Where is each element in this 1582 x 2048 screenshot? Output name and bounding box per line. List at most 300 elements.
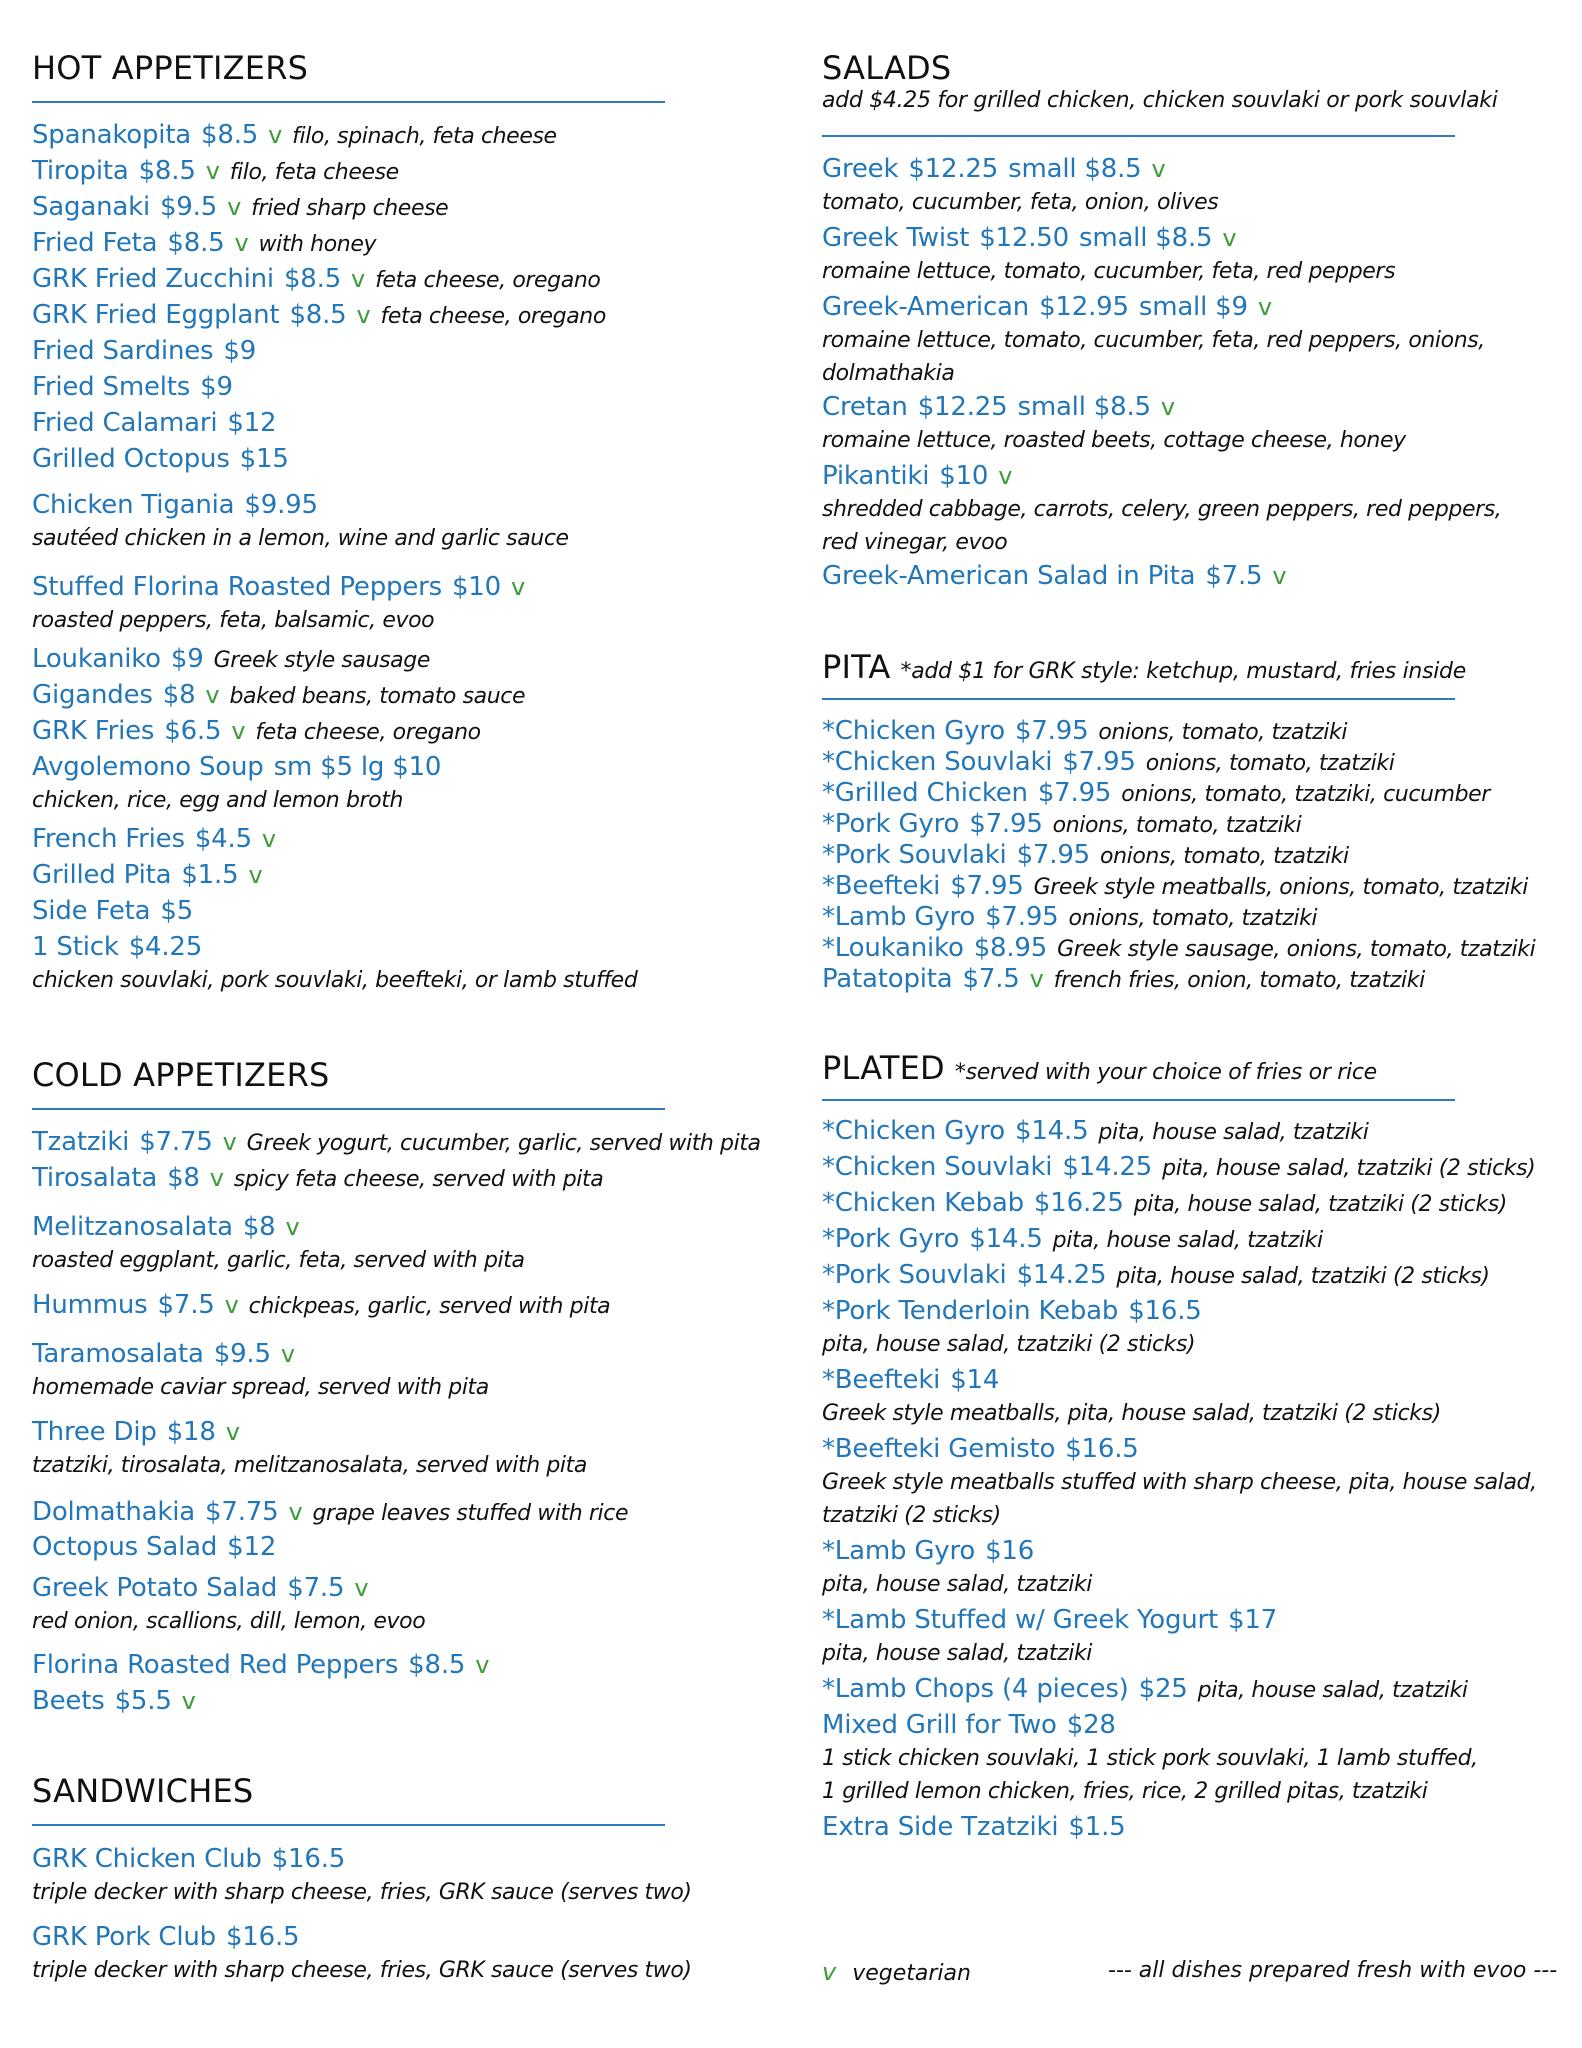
menu-item: [32, 678, 752, 714]
menu-item: [32, 406, 752, 440]
hot-appetizers-section: [32, 48, 752, 88]
menu-item-line: [32, 1684, 752, 1718]
item-name: *Chicken Gyro: [822, 716, 1005, 746]
item-description: pita, house salad, tzatziki: [1052, 1228, 1323, 1253]
vegetarian-mark: v: [1272, 562, 1287, 590]
item-name: *Lamb Chops (4 pieces): [822, 1674, 1129, 1704]
menu-item-line: [32, 1415, 752, 1449]
item-price: $28: [1066, 1710, 1116, 1740]
plated-section: [822, 1048, 1562, 1093]
menu-item-line: [32, 298, 752, 334]
menu-item: [822, 290, 1562, 390]
item-name: Gigandes: [32, 680, 153, 710]
item-price: $14.25: [1062, 1152, 1153, 1182]
menu-item: [32, 1337, 752, 1404]
item-price: $7.5: [962, 964, 1020, 994]
item-name: Pikantiki: [822, 461, 930, 491]
item-price: $8.95: [973, 933, 1048, 963]
menu-item: [32, 1495, 752, 1531]
menu-item: [32, 1571, 752, 1638]
menu-item-line: [822, 1432, 1562, 1466]
item-description: Greek style sausage, onions, tomato, tzatziki: [1057, 937, 1536, 962]
menu-item-line: [32, 570, 752, 604]
menu-item: [822, 1363, 1562, 1430]
vegetarian-mark: v: [354, 1574, 369, 1602]
section-divider: [32, 101, 665, 103]
vegetarian-mark: v: [351, 265, 366, 293]
item-price: $8: [167, 1163, 200, 1193]
menu-item-line: [32, 406, 752, 440]
menu-item-line: [822, 962, 1562, 998]
item-name: Fried Calamari: [32, 408, 218, 438]
menu-item-line: [822, 1363, 1562, 1397]
item-description: Greek yogurt, cucumber, garlic, served with pita: [246, 1131, 761, 1156]
menu-item: [822, 1534, 1562, 1601]
item-description: onions, tomato, tzatziki: [1068, 906, 1318, 931]
section-divider: [822, 1099, 1455, 1101]
menu-item-line: [822, 1603, 1562, 1637]
vegetarian-mark: v: [1029, 965, 1044, 993]
item-description: tomato, cucumber, feta, onion, olives: [822, 190, 1219, 215]
item-description-continued: dolmathakia: [822, 361, 955, 386]
vegetarian-mark: v: [225, 1418, 240, 1446]
item-price: $8: [162, 680, 196, 710]
vegetarian-mark: v: [1151, 155, 1166, 183]
section-title-pita: PITA: [822, 648, 891, 686]
item-description: triple decker with sharp cheese, fries, GRK sauce (serves two): [32, 1958, 692, 1983]
item-description: roasted eggplant, garlic, feta, served with pita: [32, 1248, 525, 1273]
vegetarian-mark: v: [205, 681, 220, 709]
item-price: $1.5: [1068, 1812, 1126, 1842]
item-description-continued: tzatziki (2 sticks): [822, 1503, 1001, 1528]
menu-item: [32, 750, 752, 817]
item-price: $8.5: [408, 1650, 466, 1680]
menu-item-line: [822, 1708, 1562, 1742]
item-price: $16.25: [1033, 1188, 1124, 1218]
item-description: pita, house salad, tzatziki (2 sticks): [1133, 1192, 1507, 1217]
item-name: Tirosalata: [32, 1163, 158, 1193]
item-price: $9.5: [213, 1339, 271, 1369]
item-name: Beets: [32, 1686, 105, 1716]
item-name: Greek Twist: [822, 223, 970, 253]
item-name: *Lamb Gyro: [822, 1536, 976, 1566]
menu-item-line: [32, 858, 752, 892]
menu-item: [32, 858, 752, 892]
menu-item: [32, 1415, 752, 1482]
item-name: *Chicken Kebab: [822, 1188, 1024, 1218]
item-description: Greek style meatballs stuffed with sharp cheese, pita, house salad,: [822, 1470, 1537, 1495]
item-name: Grilled Octopus: [32, 444, 230, 474]
menu-item: [822, 962, 1562, 998]
vegetarian-legend: [822, 1958, 971, 1986]
menu-item: [822, 1294, 1562, 1361]
item-price: $25: [1138, 1674, 1188, 1704]
menu-item: [32, 822, 752, 856]
item-name: Avgolemono Soup: [32, 752, 264, 782]
item-name: Patatopita: [822, 964, 953, 994]
item-description: Greek style sausage: [213, 648, 430, 673]
menu-item: [32, 714, 752, 750]
vegetarian-mark: v: [1257, 293, 1272, 321]
item-price: $10: [939, 461, 989, 491]
menu-item: [32, 1288, 752, 1324]
menu-item: [32, 1842, 752, 1909]
item-name: Greek: [822, 154, 899, 184]
item-name: Octopus Salad: [32, 1532, 218, 1562]
item-description: french fries, onion, tomato, tzatziki: [1053, 968, 1425, 993]
menu-item: [822, 152, 1562, 219]
item-price: $16: [985, 1536, 1035, 1566]
menu-item: [32, 1530, 752, 1564]
menu-item: [32, 226, 752, 262]
vegetarian-mark: v: [227, 193, 242, 221]
item-price: $9: [223, 336, 257, 366]
menu-item-line: [32, 1842, 752, 1876]
item-name: *Pork Gyro: [822, 1224, 960, 1254]
item-small-price: small $8.5: [1017, 392, 1151, 422]
menu-item-line: [32, 442, 752, 476]
menu-item: [822, 1672, 1562, 1708]
item-description: filo, spinach, feta cheese: [292, 124, 557, 149]
sandwiches-section: [32, 1771, 752, 1811]
item-price: $4.5: [194, 824, 252, 854]
vegetarian-mark: v: [224, 1291, 239, 1319]
item-price: $7.75: [139, 1127, 213, 1157]
menu-item: [32, 1648, 752, 1682]
menu-item-line: [32, 1337, 752, 1371]
menu-item-line: [32, 334, 752, 368]
item-price: $16.5: [1065, 1434, 1139, 1464]
vegetarian-mark: v: [288, 1498, 303, 1526]
item-description: chicken souvlaki, pork souvlaki, beefteki, or lamb stuffed: [32, 968, 638, 993]
item-name: Mixed Grill for Two: [822, 1710, 1057, 1740]
item-price: $7.95: [969, 809, 1043, 839]
menu-item-line: [32, 822, 752, 856]
pita-section: [822, 647, 1562, 692]
menu-item: [822, 459, 1562, 559]
menu-item: [822, 559, 1562, 593]
vegetarian-mark: v: [248, 861, 263, 889]
item-price: $7.5: [1205, 561, 1263, 591]
item-description: romaine lettuce, roasted beets, cottage cheese, honey: [822, 428, 1406, 453]
item-price: $7.95: [950, 871, 1024, 901]
item-name: GRK Pork Club: [32, 1922, 216, 1952]
section-divider: [32, 1824, 665, 1826]
item-price: $5: [160, 896, 194, 926]
item-name: *Beefteki: [822, 1365, 941, 1395]
item-description: chickpeas, garlic, served with pita: [248, 1294, 611, 1319]
item-small-price: small $8.5: [1078, 223, 1213, 253]
item-description: feta cheese, oregano: [380, 304, 606, 329]
footer-tagline: --- all dishes prepared fresh with evoo ---: [1108, 1958, 1558, 1983]
menu-item: [32, 642, 752, 678]
menu-item-line: [822, 459, 1562, 493]
item-name: Greek-American: [822, 292, 1030, 322]
item-name: Saganaki: [32, 192, 150, 222]
menu-item: [32, 894, 752, 928]
item-name: Stuffed Florina Roasted Peppers: [32, 572, 442, 602]
menu-item-line: [822, 1114, 1562, 1150]
item-price: $14.25: [1016, 1260, 1107, 1290]
item-name: *Pork Tenderloin Kebab: [822, 1296, 1119, 1326]
menu-item: [32, 1210, 752, 1277]
item-description: grape leaves stuffed with rice: [312, 1501, 629, 1526]
menu-item-line: [822, 1672, 1562, 1708]
menu-item-line: [32, 1210, 752, 1244]
item-name: Hummus: [32, 1290, 148, 1320]
item-name: *Chicken Souvlaki: [822, 1152, 1053, 1182]
menu-item: [32, 298, 752, 334]
menu-item-line: [32, 190, 752, 226]
vegetarian-mark: v: [231, 717, 246, 745]
menu-item: [822, 1114, 1562, 1150]
item-name: Melitzanosalata: [32, 1212, 233, 1242]
item-name: *Loukaniko: [822, 933, 964, 963]
menu-item: [822, 1603, 1562, 1670]
menu-item: [822, 1708, 1562, 1808]
menu-item: [822, 221, 1562, 288]
item-price: $9.5: [159, 192, 218, 222]
menu-item-line: [32, 714, 752, 750]
menu-item: [32, 154, 752, 190]
vegetarian-mark: v: [261, 825, 276, 853]
item-price: $4.25: [128, 932, 203, 962]
item-description-continued: 1 grilled lemon chicken, fries, rice, 2 grilled pitas, tzatziki: [822, 1779, 1428, 1804]
section-title-hot-appetizers: HOT APPETIZERS: [32, 49, 309, 87]
menu-item-line: [32, 488, 752, 522]
item-price: $14.5: [1014, 1116, 1089, 1146]
menu-item-line: [32, 154, 752, 190]
item-price: $8.5: [201, 120, 259, 150]
section-title-salads: SALADS: [822, 49, 952, 87]
menu-item: [32, 488, 752, 555]
item-price: $15: [239, 444, 289, 474]
item-price: $16.5: [271, 1844, 346, 1874]
menu-item-line: [822, 390, 1562, 424]
item-description: pita, house salad, tzatziki (2 sticks): [1162, 1156, 1536, 1181]
item-description: onions, tomato, tzatziki, cucumber: [1121, 782, 1490, 807]
menu-item-line: [32, 750, 752, 784]
vegetarian-mark: v: [209, 1164, 224, 1192]
menu-item: [822, 1432, 1562, 1532]
item-description: pita, house salad, tzatziki: [1197, 1678, 1468, 1703]
menu-item: [822, 1150, 1562, 1186]
item-description: filo, feta cheese: [229, 160, 399, 185]
item-name: *Lamb Gyro: [822, 902, 976, 932]
menu-item-line: [822, 1186, 1562, 1222]
item-description-continued: red vinegar, evoo: [822, 530, 1008, 555]
item-description: fried sharp cheese: [251, 196, 449, 221]
menu-item: [32, 334, 752, 368]
item-description: onions, tomato, tzatziki: [1052, 813, 1302, 838]
item-price: $16.5: [1128, 1296, 1202, 1326]
menu-item: [32, 1920, 752, 1987]
menu-item: [32, 370, 752, 404]
item-name: Florina Roasted Red Peppers: [32, 1650, 399, 1680]
item-price: $8.5: [167, 228, 225, 258]
item-price: $7.95: [985, 902, 1059, 932]
item-description: Greek style meatballs, pita, house salad, tzatziki (2 sticks): [822, 1401, 1441, 1426]
item-price: $8.5: [289, 300, 347, 330]
pita-note: *add $1 for GRK style: ketchup, mustard, fries inside: [900, 659, 1466, 684]
item-description: pita, house salad, tzatziki: [822, 1572, 1092, 1597]
item-price: sm $5 lg $10: [273, 752, 442, 782]
menu-item: [32, 1161, 752, 1197]
item-price: $17: [1228, 1605, 1278, 1635]
item-name: Taramosalata: [32, 1339, 204, 1369]
item-price: $14.5: [969, 1224, 1043, 1254]
vegetarian-mark: v: [280, 1340, 295, 1368]
item-name: Side Feta: [32, 896, 151, 926]
item-description: pita, house salad, tzatziki (2 sticks): [822, 1332, 1196, 1357]
menu-item-line: [32, 1571, 752, 1605]
vegetarian-label: vegetarian: [852, 1961, 971, 1986]
menu-item-line: [32, 226, 752, 262]
salads-add-note: add $4.25 for grilled chicken, chicken souvlaki or pork souvlaki: [822, 88, 1498, 113]
item-name: Spanakopita: [32, 120, 192, 150]
menu-item-line: [32, 678, 752, 714]
vegetarian-mark: v: [1160, 393, 1175, 421]
item-name: 1 Stick: [32, 932, 119, 962]
item-price: $16.5: [225, 1922, 300, 1952]
item-description: red onion, scallions, dill, lemon, evoo: [32, 1609, 426, 1634]
vegetarian-mark: v: [475, 1651, 490, 1679]
item-description: onions, tomato, tzatziki: [1100, 844, 1349, 869]
item-description: spicy feta cheese, served with pita: [233, 1167, 604, 1192]
section-title-cold-appetizers: COLD APPETIZERS: [32, 1056, 330, 1094]
item-description: homemade caviar spread, served with pita: [32, 1375, 489, 1400]
item-name: Grilled Pita: [32, 860, 172, 890]
item-name: Tiropita: [32, 156, 129, 186]
item-description: feta cheese, oregano: [255, 720, 481, 745]
item-description: romaine lettuce, tomato, cucumber, feta, red peppers, onions,: [822, 328, 1485, 353]
menu-item: [32, 570, 752, 637]
item-description: sautéed chicken in a lemon, wine and garlic sauce: [32, 526, 569, 551]
item-description: triple decker with sharp cheese, fries, GRK sauce (serves two): [32, 1880, 692, 1905]
item-description: feta cheese, oregano: [375, 268, 601, 293]
menu-item-line: [822, 1294, 1562, 1328]
item-price: $6.5: [164, 716, 222, 746]
item-name: Chicken Tigania: [32, 490, 235, 520]
item-name: *Pork Gyro: [822, 809, 960, 839]
menu-item: [32, 190, 752, 226]
menu-item: [32, 1125, 761, 1161]
section-divider: [822, 698, 1455, 700]
menu-item-line: [32, 262, 752, 298]
item-name: French Fries: [32, 824, 185, 854]
menu-item: [822, 1810, 1562, 1844]
menu-item: [822, 1186, 1562, 1222]
item-name: Greek Potato Salad: [32, 1573, 278, 1603]
item-name: Extra Side Tzatziki: [822, 1812, 1059, 1842]
section-title-sandwiches: SANDWICHES: [32, 1772, 254, 1810]
menu-item-line: [822, 1258, 1562, 1294]
menu-item-line: [32, 1125, 761, 1161]
menu-item-line: [32, 1530, 752, 1564]
item-price: $9: [200, 372, 233, 402]
item-description: romaine lettuce, tomato, cucumber, feta, red peppers: [822, 259, 1396, 284]
item-price: $7.95: [1016, 840, 1091, 870]
menu-item-line: [32, 1920, 752, 1954]
menu-item: [822, 1222, 1562, 1258]
item-name: Greek-American Salad in Pita: [822, 561, 1196, 591]
menu-item-line: [32, 1495, 752, 1531]
item-name: Three Dip: [32, 1417, 157, 1447]
item-price: $12.25: [908, 154, 999, 184]
item-price: $9: [170, 644, 204, 674]
menu-item-line: [822, 290, 1562, 324]
vegetarian-mark: v: [222, 1128, 237, 1156]
menu-item: [32, 442, 752, 476]
item-name: GRK Chicken Club: [32, 1844, 262, 1874]
item-price: $7.95: [1062, 747, 1136, 777]
item-name: Dolmathakia: [32, 1497, 196, 1527]
item-name: Fried Sardines: [32, 336, 214, 366]
menu-item-line: [32, 894, 752, 928]
item-description: pita, house salad, tzatziki: [822, 1641, 1092, 1666]
menu-item: [32, 1684, 752, 1718]
vegetarian-mark: v: [510, 573, 525, 601]
salads-section: [822, 48, 1562, 114]
menu-item-line: [32, 1161, 752, 1197]
item-name: GRK Fried Eggplant: [32, 300, 280, 330]
menu-item-line: [32, 1288, 752, 1324]
item-name: *Pork Souvlaki: [822, 840, 1007, 870]
item-price: $12: [227, 1532, 277, 1562]
vegetarian-mark: v: [356, 301, 371, 329]
menu-item-line: [32, 118, 752, 154]
item-price: $18: [166, 1417, 216, 1447]
item-description: 1 stick chicken souvlaki, 1 stick pork souvlaki, 1 lamb stuffed,: [822, 1746, 1478, 1771]
item-price: $14: [950, 1365, 1000, 1395]
item-description: onions, tomato, tzatziki: [1098, 720, 1348, 745]
menu-item-line: [32, 1648, 752, 1682]
item-price: $10: [451, 572, 501, 602]
item-description: chicken, rice, egg and lemon broth: [32, 788, 403, 813]
item-name: Tzatziki: [32, 1127, 130, 1157]
item-price: $8.5: [138, 156, 196, 186]
vegetarian-mark: v: [205, 157, 220, 185]
section-title-plated: PLATED: [822, 1049, 945, 1087]
section-divider: [32, 1108, 665, 1110]
item-description: Greek style meatballs, onions, tomato, tzatziki: [1033, 875, 1528, 900]
menu-item-line: [822, 221, 1562, 255]
item-price: $12: [227, 408, 277, 438]
item-description: baked beans, tomato sauce: [229, 684, 526, 709]
item-price: $7.5: [287, 1573, 345, 1603]
item-name: GRK Fries: [32, 716, 155, 746]
item-name: Cretan: [822, 392, 908, 422]
menu-item: [32, 930, 752, 997]
item-price: $5.5: [114, 1686, 172, 1716]
item-name: *Lamb Stuffed w/ Greek Yogurt: [822, 1605, 1219, 1635]
menu-item: [822, 390, 1562, 457]
item-price: $7.95: [1014, 716, 1089, 746]
item-description: onions, tomato, tzatziki: [1145, 751, 1395, 776]
item-small-price: small $9: [1138, 292, 1248, 322]
vegetarian-mark: v: [998, 462, 1013, 490]
item-name: *Chicken Souvlaki: [822, 747, 1053, 777]
menu-item-line: [32, 642, 752, 678]
item-name: Loukaniko: [32, 644, 161, 674]
item-name: Fried Smelts: [32, 372, 191, 402]
item-name: *Chicken Gyro: [822, 1116, 1005, 1146]
item-description: tzatziki, tirosalata, melitzanosalata, served with pita: [32, 1453, 587, 1478]
plated-note: *served with your choice of fries or rice: [954, 1060, 1377, 1085]
item-price: $7.95: [1037, 778, 1112, 808]
menu-item-line: [822, 152, 1562, 186]
item-price: $12.25: [917, 392, 1008, 422]
